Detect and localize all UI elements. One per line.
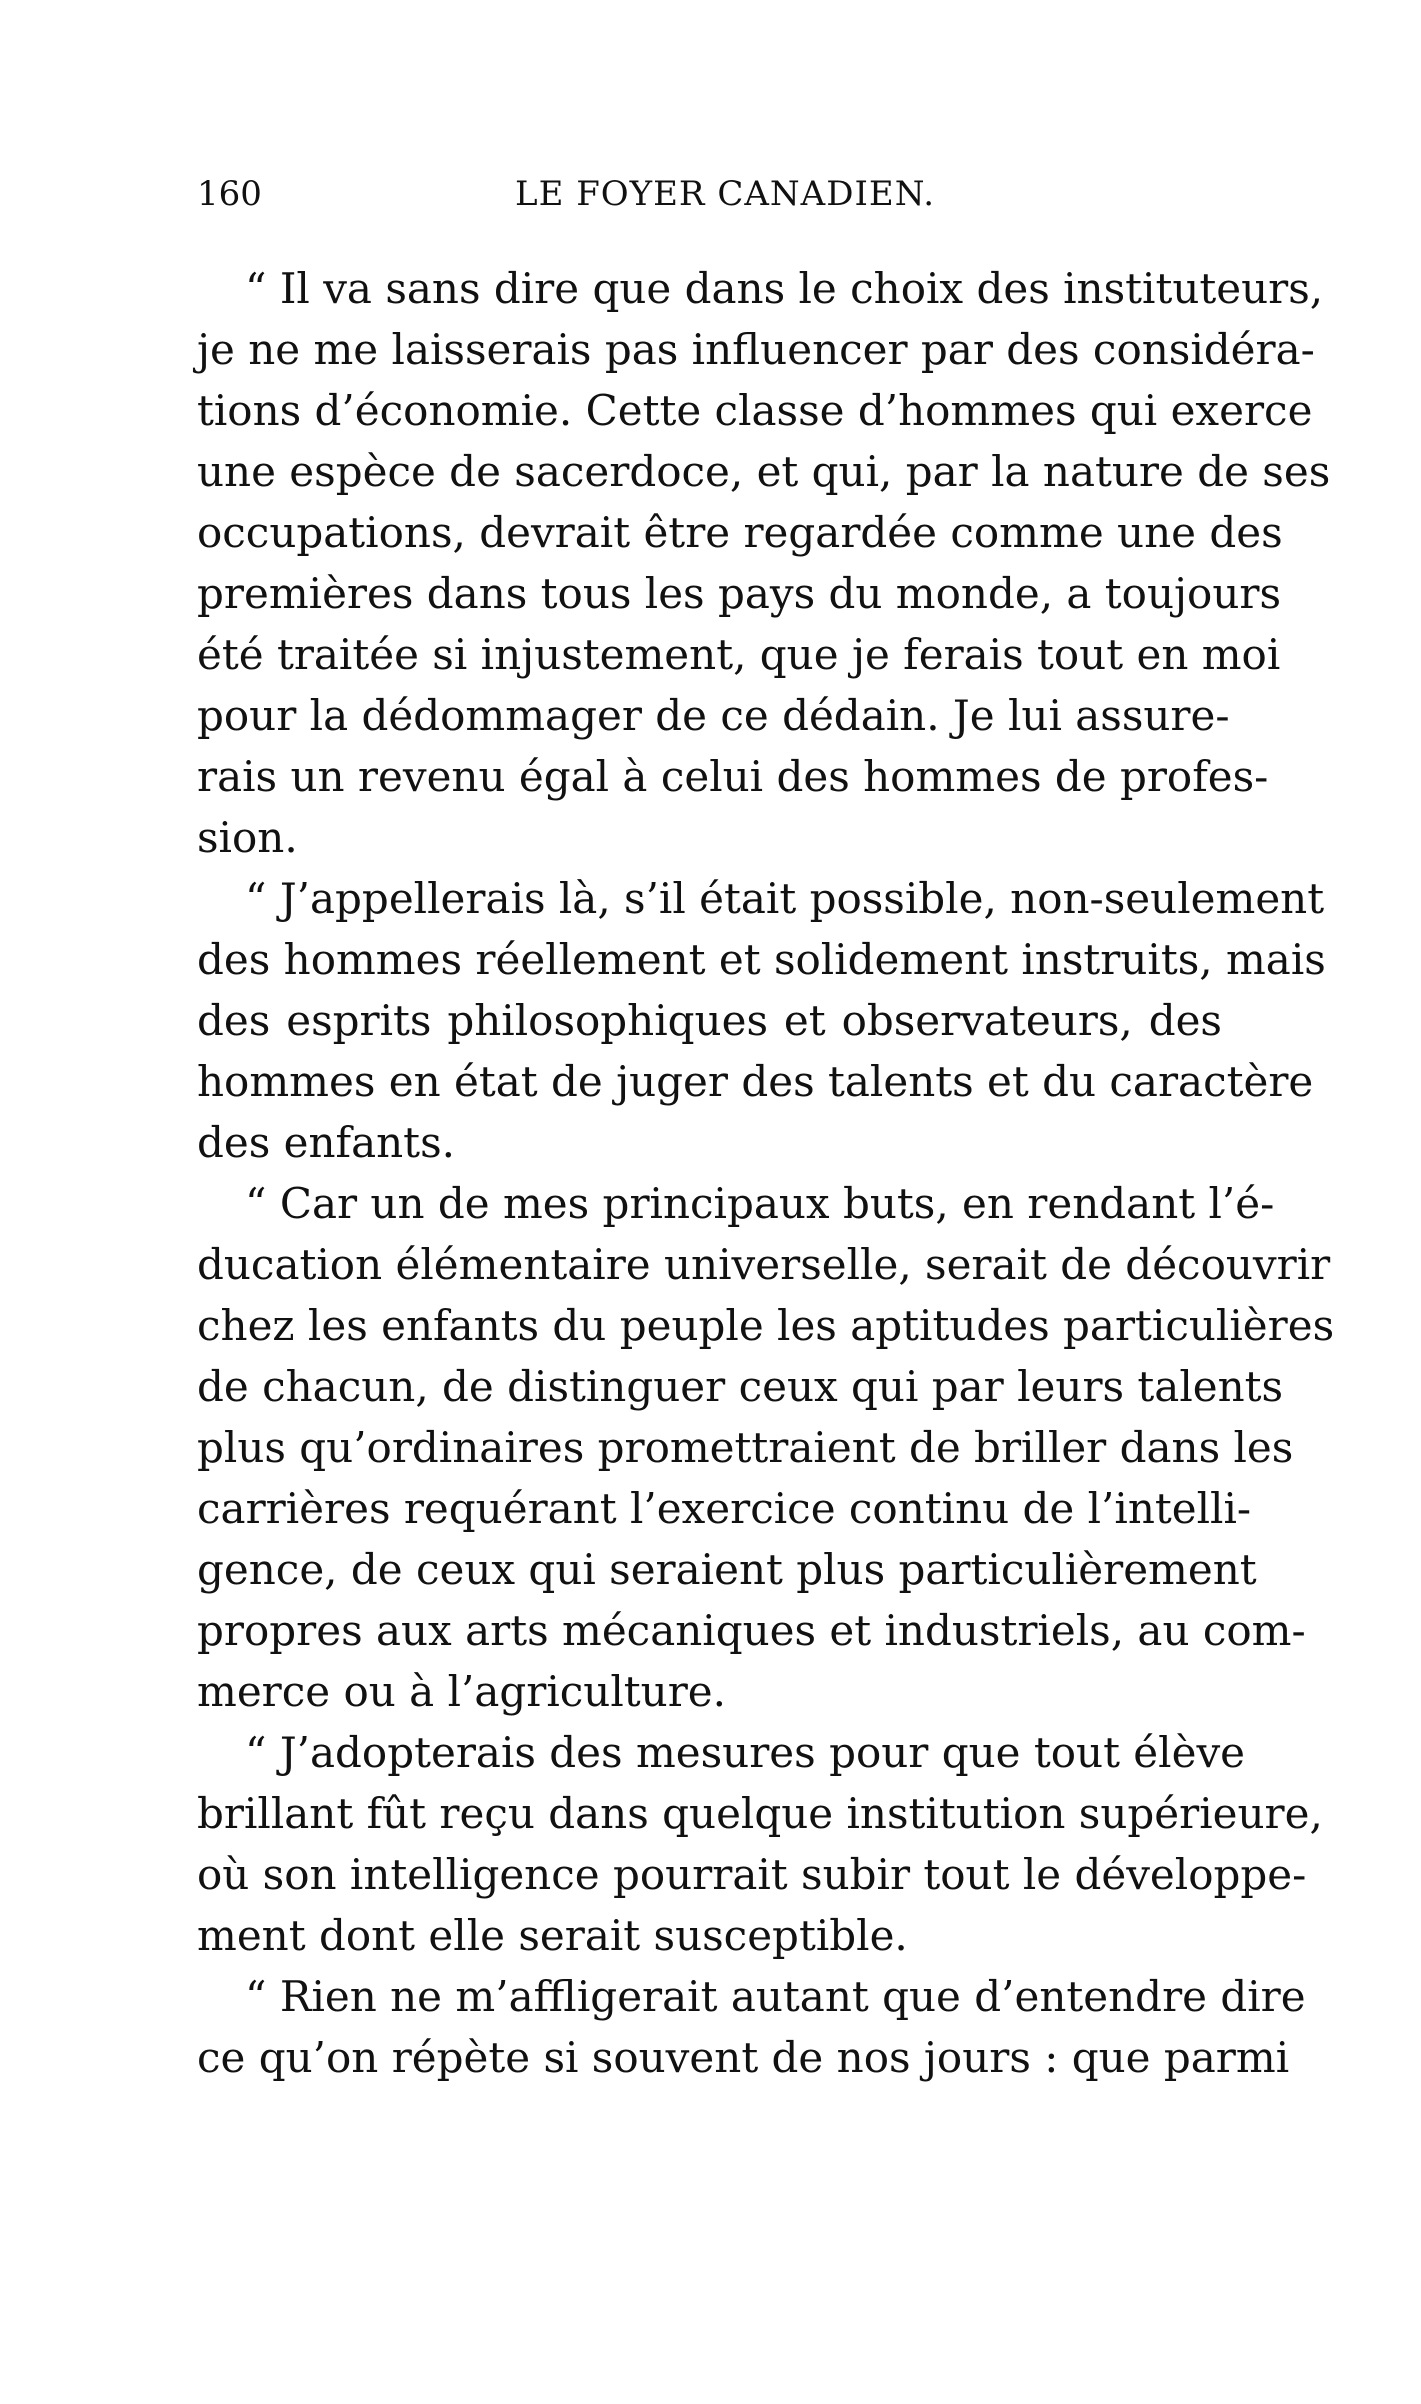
text-line: de chacun, de distinguer ceux qui par leurs talents	[197, 1362, 1284, 1411]
text-line: des esprits philosophiques et observateurs, des	[197, 996, 1222, 1045]
running-title: LE FOYER CANADIEN.	[515, 174, 936, 214]
paragraph	[197, 1173, 1335, 1722]
text-line: carrières requérant l’exercice continu de l’intelli-	[197, 1484, 1252, 1533]
text-line: “ J’appellerais là, s’il était possible, non-seulement	[245, 874, 1325, 923]
text-line: ce qu’on répète si souvent de nos jours : que parmi	[197, 2033, 1290, 2082]
text-line: ducation élémentaire universelle, serait de découvrir	[197, 1240, 1331, 1289]
text-line: hommes en état de juger des talents et du caractère	[197, 1057, 1314, 1106]
text-line: des enfants.	[197, 1118, 455, 1167]
text-line: “ Il va sans dire que dans le choix des instituteurs,	[245, 264, 1324, 313]
paragraph	[197, 1722, 1323, 1966]
text-line: gence, de ceux qui seraient plus particulièrement	[197, 1545, 1257, 1594]
text-line: été traitée si injustement, que je ferais tout en moi	[197, 630, 1281, 679]
text-line: des hommes réellement et solidement instruits, mais	[197, 935, 1326, 984]
text-line: où son intelligence pourrait subir tout le développe-	[197, 1850, 1307, 1899]
text-line: pour la dédommager de ce dédain. Je lui assure-	[197, 691, 1230, 740]
text-line: je ne me laisserais pas influencer par des considéra-	[197, 325, 1315, 374]
text-line: plus qu’ordinaires promettraient de briller dans les	[197, 1423, 1294, 1472]
body-text	[197, 258, 1335, 2088]
text-line: “ Rien ne m’affligerait autant que d’entendre dire	[245, 1972, 1306, 2021]
text-line: chez les enfants du peuple les aptitudes particulières	[197, 1301, 1335, 1350]
text-line: rais un revenu égal à celui des hommes de profes-	[197, 752, 1269, 801]
text-line: “ Car un de mes principaux buts, en rendant l’é-	[245, 1179, 1275, 1228]
text-line: propres aux arts mécaniques et industriels, au com-	[197, 1606, 1306, 1655]
text-line: une espèce de sacerdoce, et qui, par la nature de ses	[197, 447, 1331, 496]
paragraph	[197, 258, 1331, 868]
paragraph	[197, 1966, 1306, 2088]
text-line: ment dont elle serait susceptible.	[197, 1911, 908, 1960]
text-line: merce ou à l’agriculture.	[197, 1667, 726, 1716]
running-head	[197, 162, 1217, 222]
text-line: occupations, devrait être regardée comme une des	[197, 508, 1283, 557]
text-line: premières dans tous les pays du monde, a toujours	[197, 569, 1282, 618]
text-line: “ J’adopterais des mesures pour que tout élève	[245, 1728, 1246, 1777]
text-line: tions d’économie. Cette classe d’hommes qui exerce	[197, 386, 1313, 435]
page-number: 160	[197, 174, 262, 214]
text-line: sion.	[197, 813, 298, 862]
paragraph	[197, 868, 1326, 1173]
text-line: brillant fût reçu dans quelque institution supérieure,	[197, 1789, 1323, 1838]
